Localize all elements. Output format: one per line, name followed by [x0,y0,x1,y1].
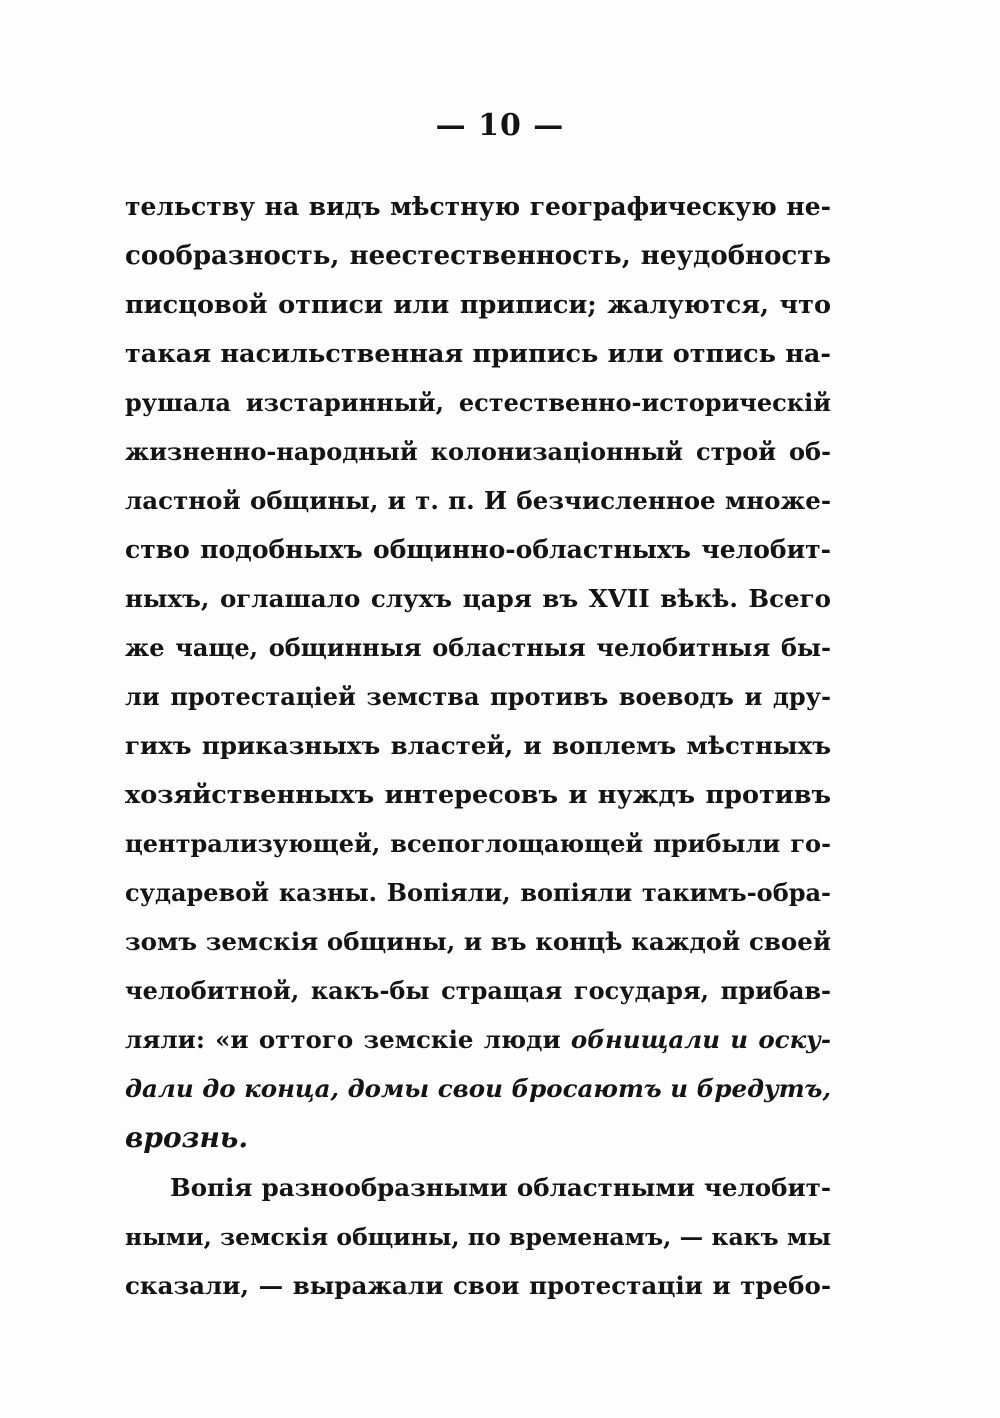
text-line [125,378,831,428]
text-segment: такая насильственная припись или отпись на- [125,339,831,369]
text-line [125,868,831,918]
text-line [125,427,831,477]
text-line [125,770,831,820]
text-segment: ныхъ, оглашало слухъ царя въ XVII вѣкѣ. Всего [125,584,831,613]
text-segment: Вопія разнообразными областными челобит- [170,1173,831,1202]
text-segment: гихъ приказныхъ властей, и воплемъ мѣстныхъ [125,731,831,760]
text-line [125,1015,831,1065]
text-segment-italic: дали до конца, домы свои бросаютъ и бредутъ, [125,1074,831,1103]
text-line [125,574,831,624]
text-line [125,672,831,722]
text-line [125,182,831,232]
text-segment: сказали, — выражали свои протестаціи и требо- [125,1271,831,1300]
text-line [125,1163,831,1213]
text-line [125,280,831,330]
text-segment: зомъ земскія общины, и въ концѣ каждой своей [125,927,831,956]
text-segment: сударевой казны. Вопіяли, вопіяли такимъ-обра- [125,878,831,907]
text-line [125,721,831,771]
text-line [125,917,831,967]
text-segment: ляли: «и оттого земскіе люди [125,1025,571,1054]
text-segment: сообразность, неестественность, неудобность [125,241,831,271]
text-segment-italic: врознь. [125,1121,249,1154]
text-line [125,966,831,1016]
text-line [125,1212,831,1262]
text-segment: ными, земскія общины, по временамъ, — какъ мы [125,1223,831,1251]
text-segment: ластной общины, и т. п. И безчисленное множе- [125,486,831,515]
text-segment: ство подобныхъ общинно-областныхъ челобит- [125,535,831,564]
text-line [125,1064,831,1114]
text-segment: хозяйственныхъ интересовъ и нуждъ противъ [125,780,831,810]
text-segment: централизующей, всепоглощающей прибыли го- [125,829,831,858]
text-segment-italic: обнищали и оску- [570,1025,831,1054]
text-segment: тельству на видъ мѣстную географическую не- [125,192,831,221]
text-segment: рушала изстаринный, естественно-историческій [125,388,831,417]
text-segment: писцовой отписи или приписи; жалуются, что [125,290,831,320]
text-line [125,231,831,281]
text-line [125,819,831,869]
text-segment: челобитной, какъ-бы стращая государя, прибав- [125,976,831,1005]
text-line [125,329,831,379]
text-segment: же чаще, общинныя областныя челобитныя бы- [125,633,831,662]
text-line [125,1261,831,1311]
text-segment: жизненно-народный колонизаціонный строй об- [125,437,831,466]
text-segment: ли протестаціей земства противъ воеводъ и дру- [125,682,831,711]
text-line [125,476,831,526]
text-line [125,623,831,673]
text-line [125,525,831,575]
text-line [125,1113,831,1163]
page-number: — 10 — [435,108,565,143]
